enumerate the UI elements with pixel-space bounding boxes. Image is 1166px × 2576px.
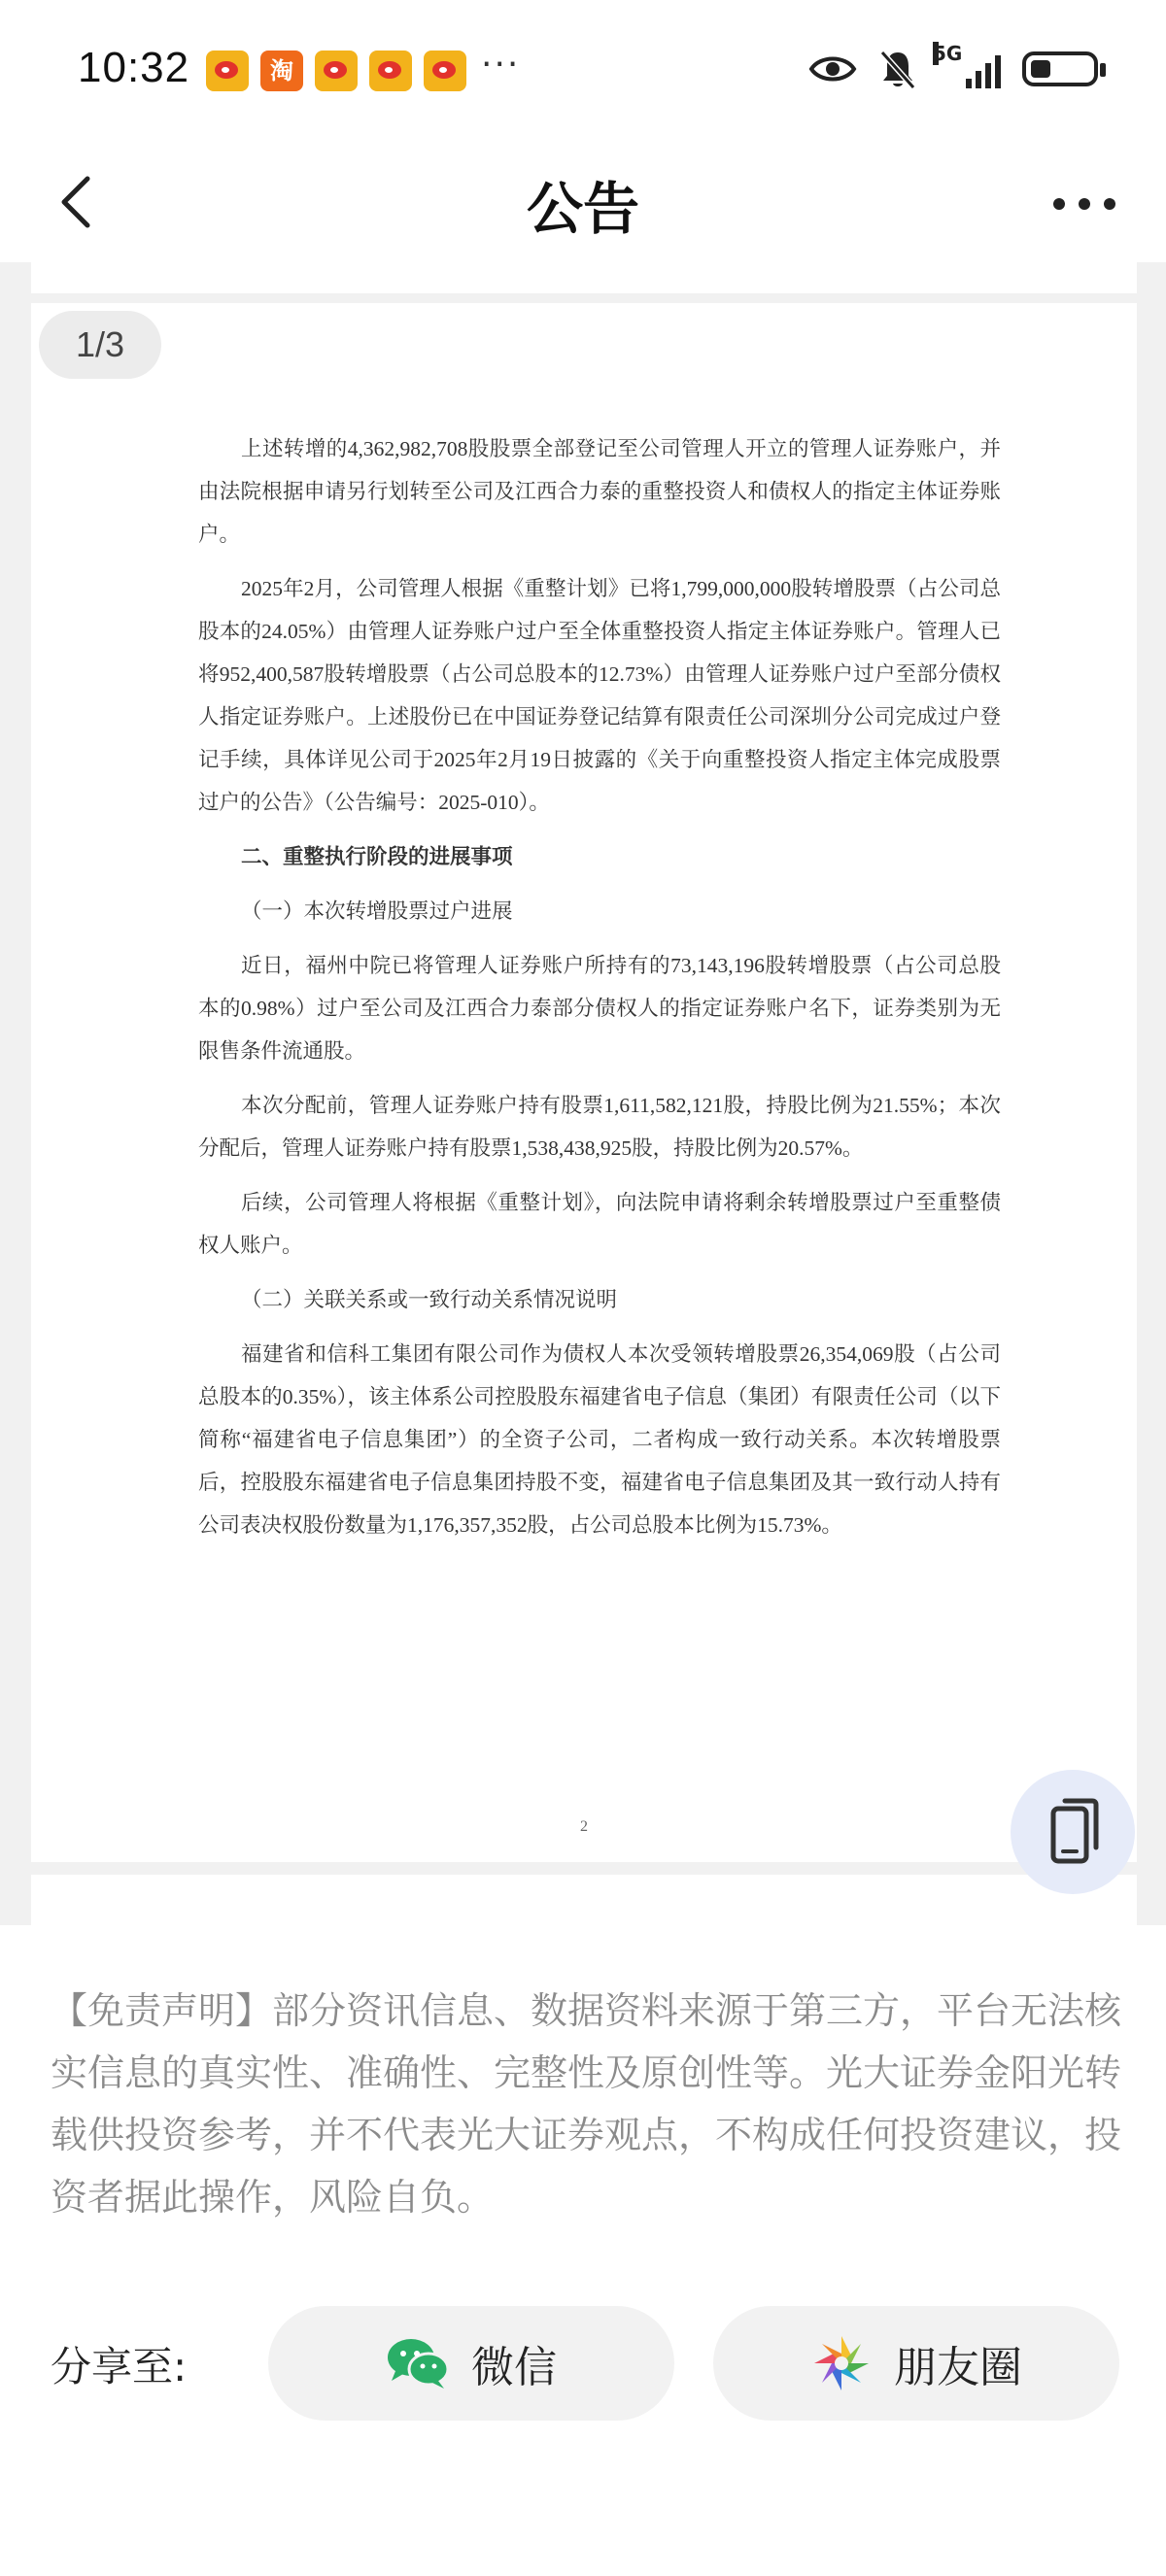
- share-wechat-button[interactable]: [268, 2306, 674, 2421]
- doc-paragraph: 后续，公司管理人将根据《重整计划》，向法院申请将剩余转增股票过户至重整债权人账户。: [198, 1191, 1001, 1257]
- weibo-icon: [206, 51, 249, 91]
- more-options-icon[interactable]: [1049, 185, 1119, 223]
- page-number: 2: [580, 1818, 588, 1835]
- moments-icon: [810, 2332, 873, 2394]
- status-time: 10:32: [78, 44, 190, 91]
- phone-copy-icon: [1011, 1770, 1135, 1894]
- doc-subsection-heading: （二）关联关系或一致行动关系情况说明: [241, 1288, 618, 1311]
- battery-icon: [1022, 51, 1098, 86]
- signal-icon: [933, 42, 1001, 88]
- share-moments-label: 朋友圈: [894, 2343, 1022, 2392]
- doc-paragraph: 上述转增的4,362,982,708股股票全部登记至公司管理人开立的管理人证券账户，并由法院根据申请另行划转至公司及江西合力泰的重整投资人和债权人的指定主体证券账户。: [198, 437, 1001, 546]
- more-notifications-icon: ···: [481, 45, 521, 85]
- doc-paragraph: 本次分配前，管理人证券账户持有股票1,611,582,121股，持股比例为21.55%；本次分配后，管理人证券账户持有股票1,538,438,925股，持股比例为20.57%。: [198, 1094, 1001, 1160]
- share-moments-button[interactable]: [713, 2306, 1119, 2421]
- next-page-edge: [31, 1875, 1137, 1925]
- taobao-icon: 淘: [260, 51, 303, 91]
- doc-paragraph: 福建省和信科工集团有限公司作为债权人本次受领转增股票26,354,069股（占公司总股本的0.35%），该主体系公司控股股东福建省电子信息（集团）有限责任公司（以下简称“福建省电子信息集团”）的全资子公司，二者构成一致行动关系。本次转增股票后，控股股东福建省电子信息集团持股不变，福建省电子信息集团及其一致行动人持有公司表决权股份数量为1,176,357,352股，占公司总股本比例为15.73%。: [198, 1342, 1001, 1537]
- document-page: [31, 303, 1137, 1862]
- status-bar: [0, 0, 1166, 146]
- eye-icon: [808, 52, 857, 85]
- share-label: 分享至:: [51, 2343, 188, 2390]
- mute-bell-icon: [878, 49, 917, 89]
- network-type: 5G: [933, 42, 963, 65]
- top-nav-bar: [0, 146, 1166, 262]
- wechat-icon: [386, 2336, 450, 2390]
- weibo-icon: [315, 51, 358, 91]
- page-mode-toggle-button[interactable]: [1011, 1770, 1135, 1894]
- document-viewer[interactable]: [0, 262, 1166, 1925]
- status-right: [808, 42, 1098, 89]
- page-title: 公告: [526, 176, 639, 242]
- share-section: [51, 2306, 1129, 2421]
- disclaimer-text: 【免责声明】部分资讯信息、数据资料来源于第三方，平台无法核实信息的真实性、准确性、完整性及原创性等。光大证券金阳光转载供投资参考，并不代表光大证券观点，不构成任何投资建议，投资者据此操作，风险自负。: [51, 1989, 1122, 2219]
- page-indicator: 1/3: [39, 311, 161, 379]
- doc-section-heading: 二、重整执行阶段的进展事项: [241, 845, 513, 868]
- doc-paragraph: 近日，福州中院已将管理人证券账户所持有的73,143,196股转增股票（占公司总股本的0.98%）过户至公司及江西合力泰部分债权人的指定证券账户名下，证券类别为无限售条件流通股。: [198, 954, 1001, 1063]
- notification-icons: [206, 51, 466, 91]
- previous-page-edge: [31, 262, 1137, 293]
- doc-subsection-heading: （一）本次转增股票过户进展: [241, 899, 513, 923]
- weibo-icon: [369, 51, 412, 91]
- share-wechat-label: 微信: [471, 2343, 557, 2392]
- doc-paragraph: 2025年2月，公司管理人根据《重整计划》已将1,799,000,000股转增股票（占公司总股本的24.05%）由管理人证券账户过户至全体重整投资人指定主体证券账户。管理人已将952,400,587股转增股票（占公司总股本的12.73%）由管理人证券账户过户至部分债权人指定证券账户。上述股份已在中国证券登记结算有限责任公司深圳分公司完成过户登记手续，具体详见公司于2025年2月19日披露的《关于向重整投资人指定主体完成股票过户的公告》（公告编号：2025-010）。: [198, 577, 1001, 814]
- document-body: [198, 427, 1001, 1558]
- weibo-icon: [424, 51, 466, 91]
